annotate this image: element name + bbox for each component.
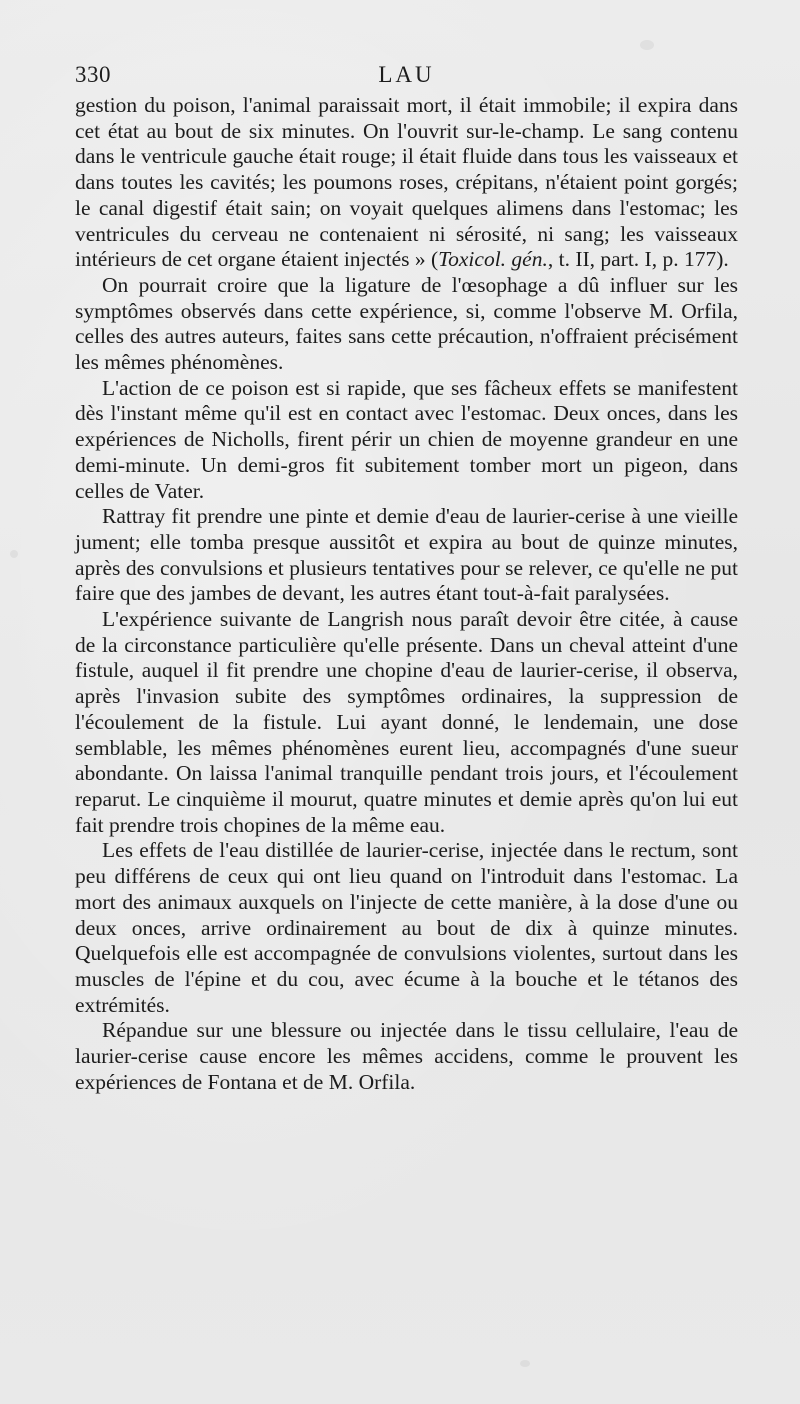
- body-text: [75, 93, 738, 1095]
- paragraph: On pourrait croire que la ligature de l'œsophage a dû influer sur les symptômes observés dans cette expérience, si, comme l'observe M. Orfila, celles des autres auteurs, faites sans cette précaution, n'offraient précisément les mêmes phénomènes.: [75, 272, 738, 375]
- paper-stain: [520, 1360, 530, 1367]
- paper-stain: [10, 550, 18, 558]
- paragraph: L'action de ce poison est si rapide, que ses fâcheux effets se manifestent dès l'instant même qu'il est en contact avec l'estomac. Deux onces, dans les expériences de Nicholls, firent périr un chien de moyenne grandeur en une demi-minute. Un demi-gros fit subitement tomber mort un pigeon, dans celles de Vater.: [75, 375, 738, 503]
- page-header: [75, 62, 738, 90]
- paragraph: [75, 93, 738, 273]
- paragraph: Les effets de l'eau distillée de laurier-cerise, injectée dans le rectum, sont peu différens de ceux qui ont lieu quand on l'introduit dans l'estomac. La mort des animaux auxquels on l'injecte de cette manière, à la dose d'une ou deux onces, arrive ordinairement au bout de dix à quinze minutes. Quelquefois elle est accompagnée de convulsions violentes, surtout dans les muscles de l'épine et du cou, avec écume à la bouche et le tétanos des extrémités.: [75, 838, 738, 1017]
- running-head: LAU: [378, 62, 435, 87]
- citation-reference: , t. II, part. I, p. 177).: [547, 247, 729, 272]
- paragraph: L'expérience suivante de Langrish nous paraît devoir être citée, à cause de la circonstance particulière qu'elle présente. Dans un cheval atteint d'une fistule, auquel il fit prendre une chopine d'eau de laurier-cerise, il observa, après l'invasion subite des symptômes ordinaires, la suppression de l'écoulement de la fistule. Lui ayant donné, le lendemain, une dose semblable, les mêmes phénomènes eurent lieu, accompagnés d'une sueur abondante. On laissa l'animal tranquille pendant trois jours, et l'écoulement reparut. Le cinquième il mourut, quatre minutes et demie après qu'on lui eut fait prendre trois chopines de la même eau.: [75, 607, 738, 837]
- paragraph-text: gestion du poison, l'animal paraissait mort, il était immobile; il expira dans cet état au bout de six minutes. On l'ouvrit sur-le-champ. Le sang contenu dans le ventricule gauche était rouge; il était fluide dans tous les vaisseaux et dans toutes les cavités; les poumons roses, crépitans, n'étaient point gorgés; le canal digestif était sain; on voyait quelques alimens dans l'estomac; les ventricules du cerveau ne contenaient ni sérosité, ni sang; les vaisseaux intérieurs de cet organe étaient injectés » (: [75, 93, 738, 272]
- paper-stain: [640, 40, 654, 50]
- paragraph: Répandue sur une blessure ou injectée dans le tissu cellulaire, l'eau de laurier-cerise cause encore les mêmes accidens, comme le prouvent les expériences de Fontana et de M. Orfila.: [75, 1018, 738, 1094]
- page-number: 330: [75, 62, 111, 87]
- citation-title: Toxicol. gén.: [438, 247, 548, 272]
- paragraph: Rattray fit prendre une pinte et demie d'eau de laurier-cerise à une vieille jument; elle tomba presque aussitôt et expira au bout de quinze minutes, après des convulsions et plusieurs tentatives pour se relever, ce qu'elle ne put faire que des jambes de devant, les autres étant tout-à-fait paralysées.: [75, 504, 738, 606]
